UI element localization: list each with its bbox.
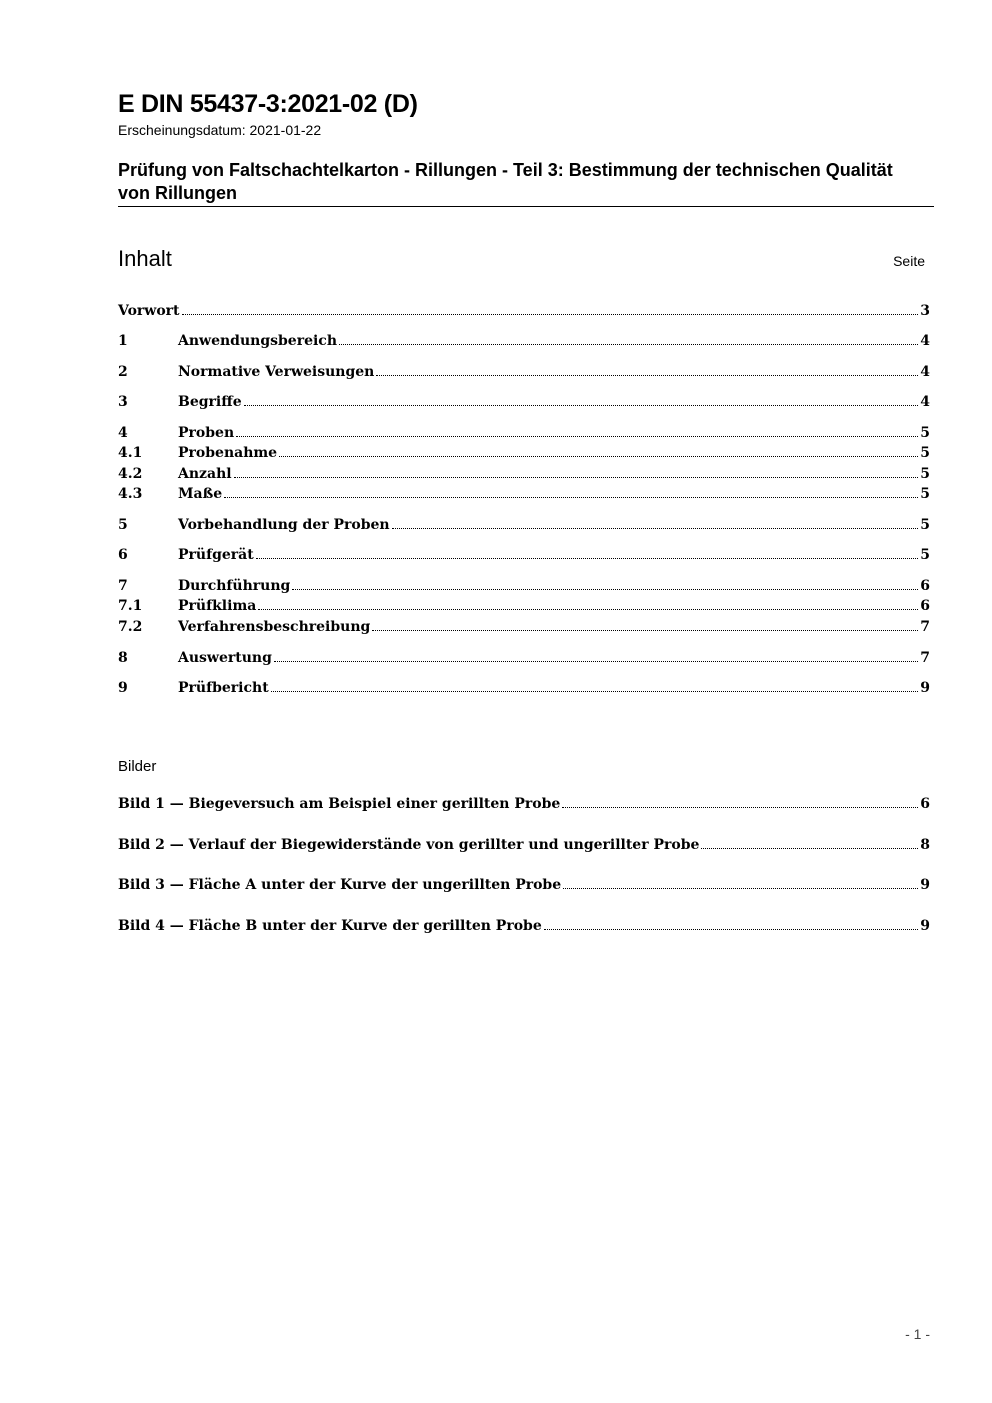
toc-entry-page: 5	[920, 486, 930, 502]
toc-entry-label: Prüfklima	[178, 598, 257, 614]
toc-entry[interactable]	[118, 466, 930, 486]
figure-entry-label: Bild 4 — Fläche B unter der Kurve der gerillten Probe	[118, 918, 542, 934]
toc-entry[interactable]	[118, 303, 930, 323]
toc-entry[interactable]	[118, 517, 930, 537]
toc-entry-page: 5	[920, 445, 930, 461]
toc-entry-number: 1	[118, 333, 128, 349]
toc-entry-label: Proben	[178, 425, 235, 441]
toc-leader	[392, 527, 919, 529]
toc-entry-label: Prüfbericht	[178, 680, 269, 696]
toc-entry-number: 9	[118, 680, 128, 696]
toc-entry-page: 6	[920, 598, 930, 614]
toc-entry[interactable]	[118, 425, 930, 445]
toc-entry-label: Normative Verweisungen	[178, 364, 375, 380]
toc-entry-page: 7	[920, 650, 930, 666]
toc-entry-page: 5	[920, 547, 930, 563]
toc-leader	[339, 343, 918, 345]
toc-heading: Inhalt	[118, 246, 172, 271]
toc-leader	[292, 588, 918, 590]
toc-entry-label: Probenahme	[178, 445, 278, 461]
figure-entry-label: Bild 3 — Fläche A unter der Kurve der ungerillten Probe	[118, 877, 562, 893]
toc-leader	[563, 887, 918, 889]
document-id: E DIN 55437-3:2021-02 (D)	[118, 90, 418, 118]
toc-entry[interactable]	[118, 547, 930, 567]
toc-entry[interactable]	[118, 486, 930, 506]
toc-entry-page: 4	[920, 333, 930, 349]
toc-entry-label: Anwendungsbereich	[178, 333, 337, 349]
toc-entry-number: 6	[118, 547, 128, 563]
toc-entry-number: 4.1	[118, 445, 143, 461]
toc-entry-number: 2	[118, 364, 128, 380]
toc-entry-page: 6	[920, 578, 930, 594]
toc-entry[interactable]	[118, 598, 930, 618]
toc-leader	[224, 496, 918, 498]
toc-leader	[271, 690, 919, 692]
toc-entry-label: Verfahrensbeschreibung	[178, 619, 371, 635]
toc-leader	[234, 476, 919, 478]
toc-entry-number: 7.2	[118, 619, 143, 635]
figure-entry[interactable]	[118, 877, 930, 897]
toc-leader	[274, 660, 918, 662]
toc-entry-label: Auswertung	[178, 650, 272, 666]
toc-page-column-label: Seite	[893, 253, 925, 269]
toc-entry-page: 7	[920, 619, 930, 635]
toc-entry-page: 9	[920, 680, 930, 696]
publication-date: Erscheinungsdatum: 2021-01-22	[118, 122, 322, 138]
toc-entry-label: Anzahl	[178, 466, 232, 482]
toc-entry-page: 4	[920, 394, 930, 410]
toc-leader	[279, 455, 918, 457]
toc-entry-number: 4.3	[118, 486, 143, 502]
toc-entry[interactable]	[118, 619, 930, 639]
toc-entry-number: 5	[118, 517, 128, 533]
figure-entry-label: Bild 2 — Verlauf der Biegewiderstände von gerillter und ungerillter Probe	[118, 837, 700, 853]
toc-entry[interactable]	[118, 333, 930, 353]
figure-entry-page: 9	[920, 877, 930, 893]
toc-leader	[372, 629, 918, 631]
toc-leader	[258, 608, 918, 610]
figure-entry-page: 8	[920, 837, 930, 853]
toc-leader	[236, 435, 918, 437]
toc-entry[interactable]	[118, 578, 930, 598]
toc-entry[interactable]	[118, 650, 930, 670]
toc-entry-number: 8	[118, 650, 128, 666]
toc-entry-page: 5	[920, 517, 930, 533]
toc-entry-number: 7.1	[118, 598, 143, 614]
toc-leader	[701, 847, 918, 849]
figure-entry[interactable]	[118, 918, 930, 938]
footer-page-number: - 1 -	[905, 1326, 930, 1342]
title-rule	[118, 206, 934, 207]
toc-entry-label: Vorbehandlung der Proben	[178, 517, 390, 533]
toc-entry-label: Vorwort	[118, 303, 180, 319]
figure-entry-page: 9	[920, 918, 930, 934]
toc-leader	[256, 557, 919, 559]
toc-leader	[244, 404, 919, 406]
figure-entry[interactable]	[118, 796, 930, 816]
document-title: Prüfung von Faltschachtelkarton - Rillungen - Teil 3: Bestimmung der technischen Qualität von Rillungen	[118, 160, 893, 203]
toc-entry[interactable]	[118, 680, 930, 700]
toc-entry-number: 4	[118, 425, 128, 441]
toc-leader	[562, 806, 918, 808]
toc-leader	[544, 928, 919, 930]
figures-heading: Bilder	[118, 758, 157, 775]
toc-entry-page: 3	[920, 303, 930, 319]
toc-entry-page: 5	[920, 425, 930, 441]
figure-entry-page: 6	[920, 796, 930, 812]
toc-entry-number: 7	[118, 578, 128, 594]
toc-entry-page: 4	[920, 364, 930, 380]
figure-entry[interactable]	[118, 837, 930, 857]
toc-entry[interactable]	[118, 364, 930, 384]
toc-entry-number: 4.2	[118, 466, 143, 482]
toc-leader	[182, 313, 919, 315]
toc-entry[interactable]	[118, 394, 930, 414]
toc-entry-label: Maße	[178, 486, 223, 502]
toc-leader	[376, 374, 918, 376]
toc-entry[interactable]	[118, 445, 930, 465]
toc-entry-page: 5	[920, 466, 930, 482]
toc-entry-label: Prüfgerät	[178, 547, 254, 563]
toc-entry-label: Begriffe	[178, 394, 242, 410]
figure-entry-label: Bild 1 — Biegeversuch am Beispiel einer gerillten Probe	[118, 796, 561, 812]
toc-entry-number: 3	[118, 394, 128, 410]
toc-entry-label: Durchführung	[178, 578, 291, 594]
